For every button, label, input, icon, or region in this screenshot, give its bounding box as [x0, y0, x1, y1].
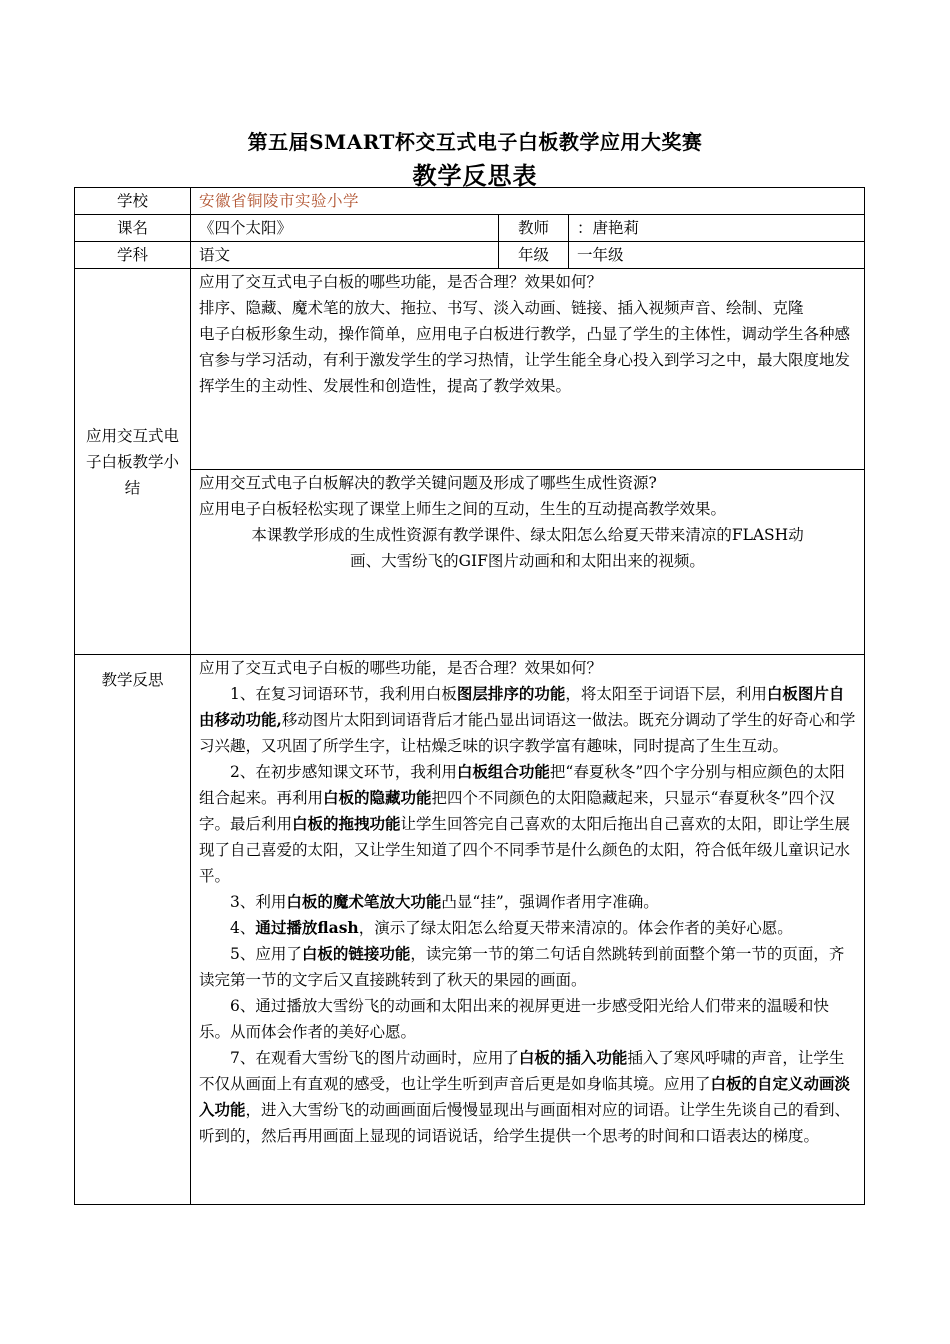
reflection-paragraph-3	[199, 889, 856, 915]
emphasis: 图层排序的功能	[456, 684, 566, 703]
subject-value: 语文	[191, 242, 499, 269]
emphasis: 白板组合功能	[456, 762, 550, 781]
emphasis: 白板的魔术笔放大功能	[286, 892, 442, 911]
reflection-paragraph-5	[199, 941, 856, 993]
text: 移动图片太阳到词语背后才能凸显出词语这一做法。既充分调动了学生的好奇心和学习兴趣，又巩固了所学生字，让枯燥乏味的识字教学富有趣味，同时提高了生生互动。	[199, 711, 856, 755]
summary-answer-2a: 应用电子白板轻松实现了课堂上师生之间的互动，生生的互动提高教学效果。	[199, 500, 727, 518]
summary-cell	[191, 269, 865, 655]
page-subtitle: 教学反思表	[412, 161, 538, 190]
text: 凸显“挂”，强调作者用字准确。	[441, 893, 659, 911]
reflection-table	[74, 187, 865, 1205]
emphasis: 白板图片自由移动功能,	[199, 684, 845, 729]
school-label: 学校	[75, 188, 191, 215]
emphasis: 白板的隐藏功能	[323, 788, 432, 807]
text: 把“春夏秋冬”四个字分别与相应颜色的太阳组合起来。再利用	[199, 763, 845, 807]
reflection-question: 应用了交互式电子白板的哪些功能，是否合理？效果如何？	[199, 659, 603, 677]
summary-answer-1b: 电子白板形象生动，操作简单，应用电子白板进行教学，凸显了学生的主体性，调动学生各种感官参与学习活动，有利于激发学生的学习热情，让学生能全身心投入到学习之中，最大限度地发挥学生的主动性、发展性和创造性，提高了教学效果。	[199, 325, 851, 395]
summary-question-1: 应用了交互式电子白板的哪些功能，是否合理？效果如何？	[199, 273, 603, 291]
grade-label: 年级	[499, 242, 569, 269]
reflection-paragraph-2	[199, 759, 856, 889]
reflection-cell	[191, 655, 865, 1205]
subject-label: 学科	[75, 242, 191, 269]
text: ，读完第一节的第二句话自然跳转到前面整个第一节的页面，齐读完第一节的文字后又直接跳转到了秋天的果园的画面。	[199, 945, 845, 989]
text: 把四个不同颜色的太阳隐藏起来，只显示“春夏秋冬”四个汉字。最后利用	[199, 789, 835, 833]
lesson-label: 课名	[75, 215, 191, 242]
emphasis: 白板的插入功能	[518, 1048, 628, 1067]
text: 5、应用了	[230, 945, 302, 963]
teacher-value: ：唐艳莉	[569, 215, 865, 242]
lesson-value: 《四个太阳》	[191, 215, 499, 242]
text: 插入了寒风呼啸的声音，让学生不仅从画面上有直观的感受，也让学生听到声音后更是如身临其境。应用了	[199, 1049, 845, 1093]
text: ，进入大雪纷飞的动画画面后慢慢显现出与画面相对应的词语。让学生先谈自己的看到、听到的，然后再用画面上显现的词语说话，给学生提供一个思考的时间和口语表达的梯度。	[199, 1101, 851, 1145]
text: 2、在初步感知课文环节，我利用	[230, 763, 457, 781]
text: 让学生回答完自己喜欢的太阳后拖出自己喜欢的太阳，即让学生展现了自己喜爱的太阳，又让学生知道了四个不同季节是什么颜色的太阳，符合低年级儿童识记水平。	[199, 815, 851, 885]
text: 1、在复习词语环节，我利用白板	[230, 685, 457, 703]
text: 3、利用	[230, 893, 287, 911]
reflection-label: 教学反思	[75, 655, 191, 1205]
text: ，将太阳至于词语下层，利用	[565, 685, 767, 703]
page-title: 第五届SMART杯交互式电子白板教学应用大奖赛	[247, 130, 703, 154]
summary-answer-1a: 排序、隐藏、魔术笔的放大、拖拉、书写、淡入动画、链接、插入视频声音、绘制、克隆	[199, 299, 804, 317]
emphasis: 白板的链接功能	[301, 944, 411, 963]
reflection-paragraph-1	[199, 681, 856, 759]
summary-label: 应用交互式电子白板教学小结	[75, 269, 191, 655]
summary-question-2: 应用交互式电子白板解决的教学关键问题及形成了哪些生成性资源?	[199, 474, 657, 492]
emphasis: 白板的拖拽功能	[292, 814, 401, 833]
reflection-paragraph-7	[199, 1045, 856, 1149]
emphasis: 白板的自定义动画淡入功能	[199, 1074, 851, 1119]
text: ，演示了绿太阳怎么给夏天带来清凉的。体会作者的美好心愿。	[358, 919, 793, 937]
text: 7、在观看大雪纷飞的图片动画时，应用了	[230, 1049, 519, 1067]
reflection-paragraph-4	[199, 915, 856, 941]
text: 4、	[230, 919, 256, 937]
summary-answer-2b: 本课教学形成的生成性资源有教学课件、绿太阳怎么给夏天带来清凉的FLASH动画、大雪纷飞的GIF图片动画和和太阳出来的视频。	[251, 526, 804, 570]
grade-value: 一年级	[569, 242, 865, 269]
reflection-paragraph-6: 6、通过播放大雪纷飞的动画和太阳出来的视屏更进一步感受阳光给人们带来的温暖和快乐。从而体会作者的美好心愿。	[199, 997, 829, 1041]
school-value: 安徽省铜陵市实验小学	[191, 188, 865, 215]
teacher-label: 教师	[499, 215, 569, 242]
emphasis: 通过播放flash	[255, 918, 359, 937]
